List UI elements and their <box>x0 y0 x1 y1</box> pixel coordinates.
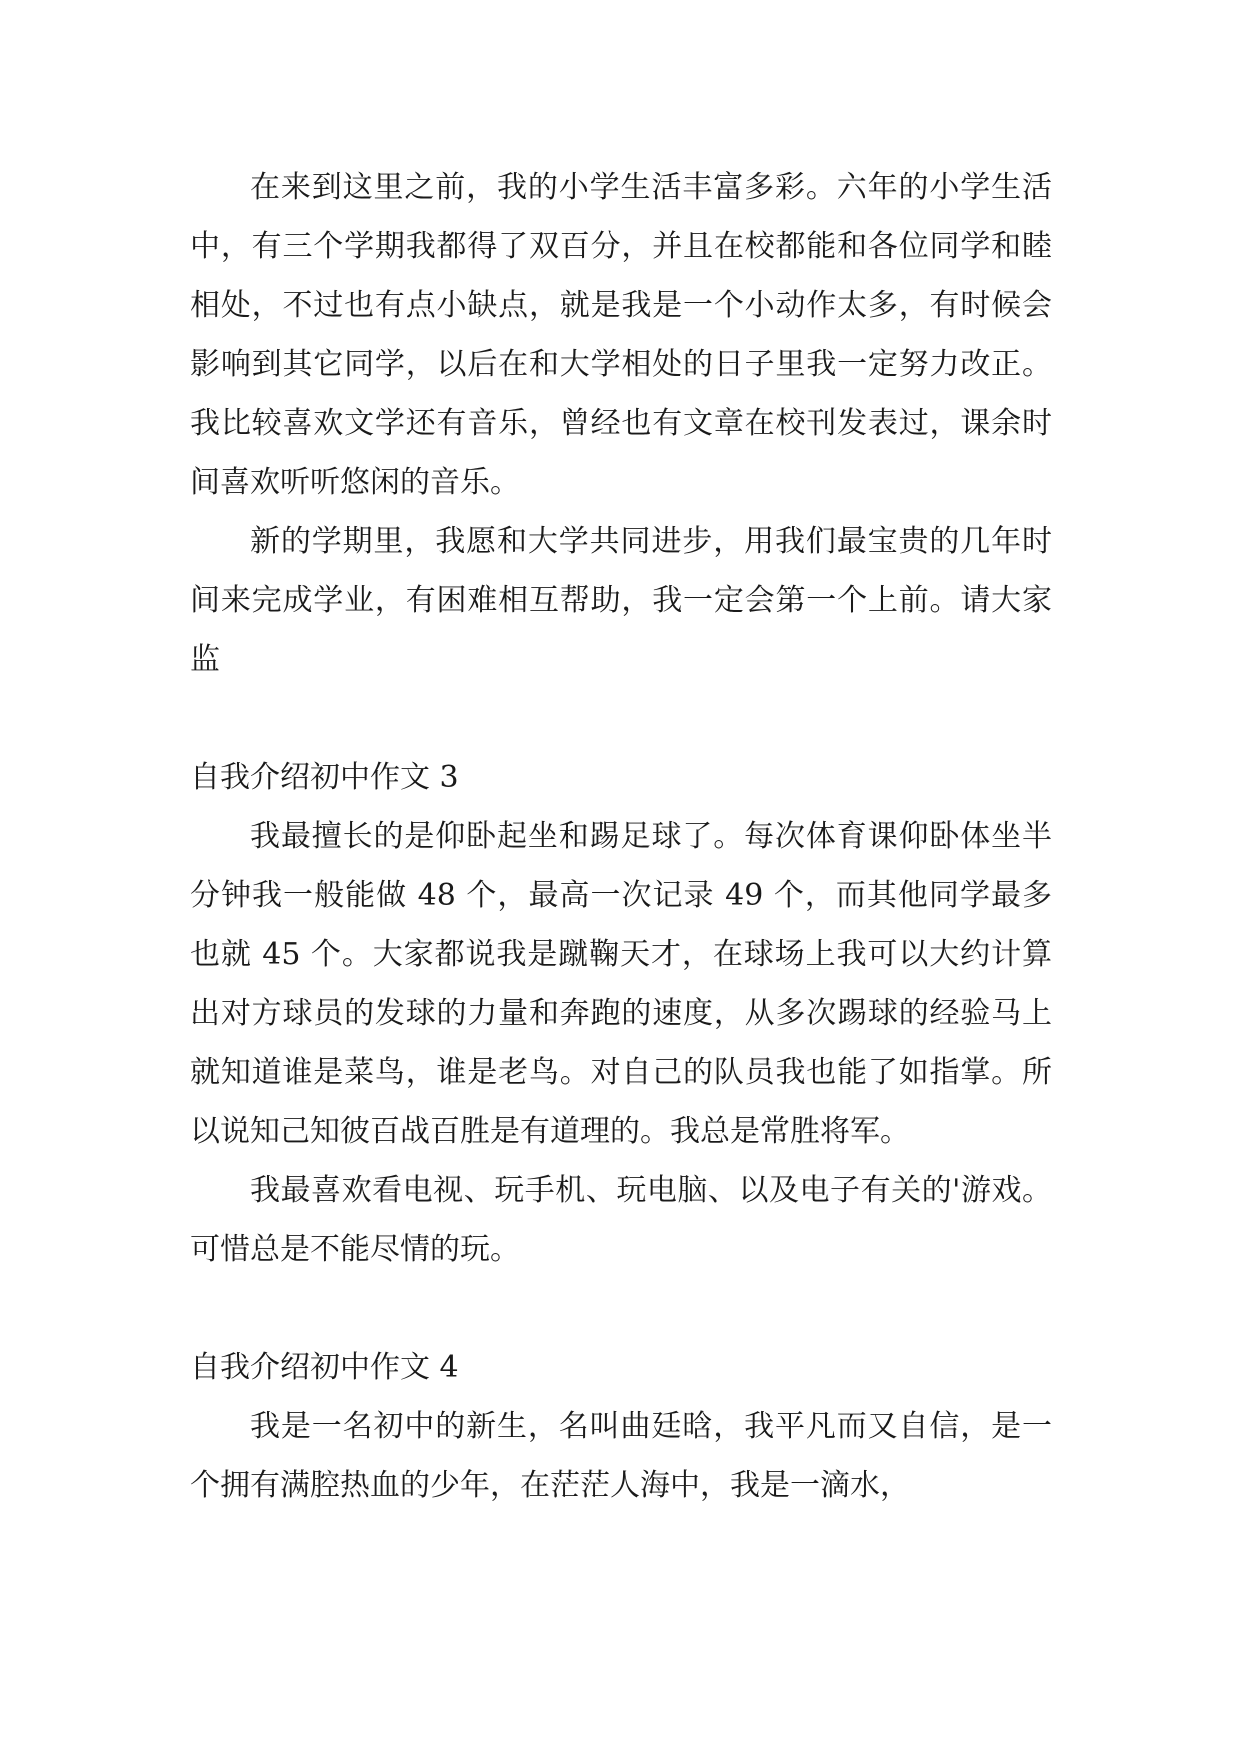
paragraph: 在来到这里之前，我的小学生活丰富多彩。六年的小学生活中，有三个学期我都得了双百分，并且在校都能和各位同学和睦相处，不过也有点小缺点，就是我是一个小动作太多，有时候会影响到其它同学，以后在和大学相处的日子里我一定努力改正。我比较喜欢文学还有音乐，曾经也有文章在校刊发表过，课余时间喜欢听听悠闲的音乐。 <box>190 170 1052 500</box>
section-heading: 自我介绍初中作文 4 <box>190 1350 459 1385</box>
paragraph: 新的学期里，我愿和大学共同进步，用我们最宝贵的几年时间来完成学业，有困难相互帮助，我一定会第一个上前。请大家监 <box>190 524 1052 677</box>
paragraph: 我最喜欢看电视、玩手机、玩电脑、以及电子有关的'游戏。可惜总是不能尽情的玩。 <box>190 1173 1052 1267</box>
paragraph: 我是一名初中的新生，名叫曲廷晗，我平凡而又自信，是一个拥有满腔热血的少年，在茫茫人海中，我是一滴水， <box>190 1409 1052 1503</box>
paragraph: 我最擅长的是仰卧起坐和踢足球了。每次体育课仰卧体坐半分钟我一般能做 48 个，最高一次记录 49 个，而其他同学最多也就 45 个。大家都说我是蹴鞠天才，在球场上我可以大约计算出对方球员的发球的力量和奔跑的速度，从多次踢球的经验马上就知道谁是菜鸟，谁是老鸟。对自己的队员我也能了如指掌。所以说知己知彼百战百胜是有道理的。我总是常胜将军。 <box>190 819 1052 1149</box>
blank-line <box>190 689 1052 748</box>
section-heading: 自我介绍初中作文 3 <box>190 760 459 795</box>
blank-line <box>190 1279 1052 1338</box>
document-page <box>190 158 1052 1515</box>
